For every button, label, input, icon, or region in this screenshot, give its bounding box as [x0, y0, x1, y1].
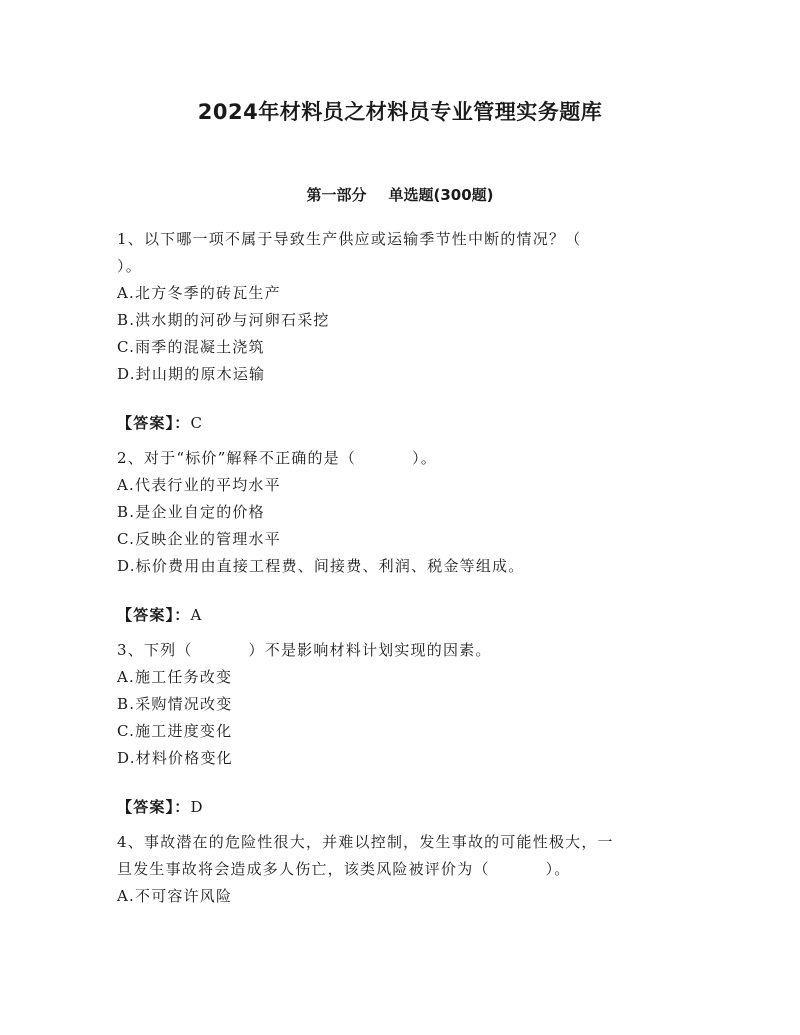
answer-label: 【答案】： [117, 798, 191, 816]
answer-value: A [190, 606, 203, 624]
section-part: 第一部分 [306, 186, 367, 204]
question-stem: 2、对于“标价”解释不正确的是（ ）。 [117, 449, 437, 467]
answer-label: 【答案】： [117, 414, 191, 432]
option-d: D.标价费用由直接工程费、间接费、利润、税金等组成。 [117, 557, 525, 575]
question-stem-continued: 旦发生事故将会造成多人伤亡，该类风险被评价为（ ）。 [117, 860, 571, 878]
option-a: A.代表行业的平均水平 [117, 476, 281, 494]
answer-value: D [190, 798, 204, 816]
document-title: 2024年材料员之材料员专业管理实务题库 [197, 100, 603, 124]
section-name: 单选题(300题) [388, 186, 494, 204]
option-d: D.材料价格变化 [117, 749, 233, 767]
question-1 [117, 226, 683, 437]
question-stem: 3、下列（ ）不是影响材料计划实现的因素。 [117, 641, 492, 659]
question-stem-continued: ）。 [117, 257, 142, 275]
option-c: C.反映企业的管理水平 [117, 530, 281, 548]
option-b: B.洪水期的河砂与河卵石采挖 [117, 311, 330, 329]
answer-line [117, 794, 683, 821]
option-a: A.不可容许风险 [117, 887, 233, 905]
section-heading [0, 184, 800, 205]
answer-label: 【答案】： [117, 606, 191, 624]
question-3 [117, 637, 683, 821]
option-c: C.施工进度变化 [117, 722, 233, 740]
option-d: D.封山期的原木运输 [117, 365, 266, 383]
question-stem: 4、事故潜在的危险性很大，并难以控制，发生事故的可能性极大，一 [117, 833, 614, 851]
option-a: A.施工任务改变 [117, 668, 233, 686]
option-b: B.采购情况改变 [117, 695, 233, 713]
option-c: C.雨季的混凝土浇筑 [117, 338, 265, 356]
option-a: A.北方冬季的砖瓦生产 [117, 284, 281, 302]
answer-line [117, 602, 683, 629]
answer-value: C [190, 414, 204, 432]
question-list [117, 226, 683, 910]
answer-line [117, 410, 683, 437]
option-b: B.是企业自定的价格 [117, 503, 265, 521]
question-stem: 1、以下哪一项不属于导致生产供应或运输季节性中断的情况？（ [117, 230, 582, 248]
question-4 [117, 829, 683, 910]
question-2 [117, 445, 683, 629]
